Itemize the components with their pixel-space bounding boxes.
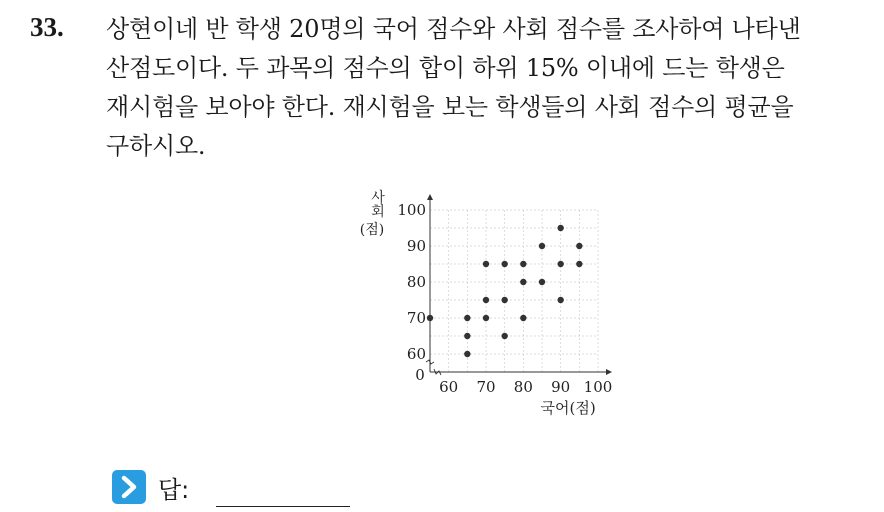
x-tick-label: 70 — [476, 378, 496, 396]
data-point — [501, 261, 507, 267]
x-tick-label: 60 — [439, 378, 459, 396]
data-point — [557, 297, 563, 303]
x-axis-break — [434, 369, 441, 375]
y-tick-label: 100 — [397, 201, 426, 219]
y-tick-label: 80 — [406, 273, 426, 291]
data-point — [483, 261, 489, 267]
x-tick-label: 90 — [551, 378, 571, 396]
y-axis-label: 사 — [371, 190, 385, 206]
data-point — [520, 315, 526, 321]
y-axis-label: (점) — [359, 222, 385, 238]
y-axis-arrow — [427, 194, 433, 200]
data-point — [557, 225, 563, 231]
origin-label: 0 — [415, 366, 425, 384]
scatter-plot-svg — [350, 186, 613, 426]
question-text — [106, 10, 876, 166]
x-tick-label: 100 — [583, 378, 613, 396]
question-line-4: 구하시오. — [106, 132, 206, 160]
chevron-right-icon — [112, 470, 146, 504]
y-tick-label: 60 — [406, 345, 426, 363]
scatter-plot — [350, 186, 613, 426]
x-axis-arrow — [606, 369, 612, 375]
data-point — [483, 315, 489, 321]
data-point — [427, 315, 433, 321]
data-point — [539, 243, 545, 249]
data-point — [520, 279, 526, 285]
data-point — [464, 333, 470, 339]
answer-label: 답: — [158, 476, 190, 504]
x-axis-label: 국어(점) — [540, 399, 596, 417]
y-axis-label: 회 — [371, 204, 385, 220]
data-point — [520, 261, 526, 267]
data-point — [464, 315, 470, 321]
question-line-1: 상현이네 반 학생 20명의 국어 점수와 사회 점수를 조사하여 나타낸 — [106, 15, 801, 43]
data-point — [483, 297, 489, 303]
y-tick-label: 70 — [406, 309, 426, 327]
data-point — [501, 297, 507, 303]
answer-blank[interactable] — [216, 506, 350, 507]
question-line-3: 재시험을 보아야 한다. 재시험을 보는 학생들의 사회 점수의 평균을 — [106, 93, 794, 121]
data-point — [464, 351, 470, 357]
question-number: 33. — [30, 12, 64, 42]
x-tick-label: 80 — [513, 378, 533, 396]
question-line-2: 산점도이다. 두 과목의 점수의 합이 하위 15% 이내에 드는 학생은 — [106, 54, 785, 82]
data-point — [539, 279, 545, 285]
y-tick-label: 90 — [406, 237, 426, 255]
data-point — [576, 261, 582, 267]
data-point — [557, 261, 563, 267]
data-point — [576, 243, 582, 249]
data-point — [501, 333, 507, 339]
